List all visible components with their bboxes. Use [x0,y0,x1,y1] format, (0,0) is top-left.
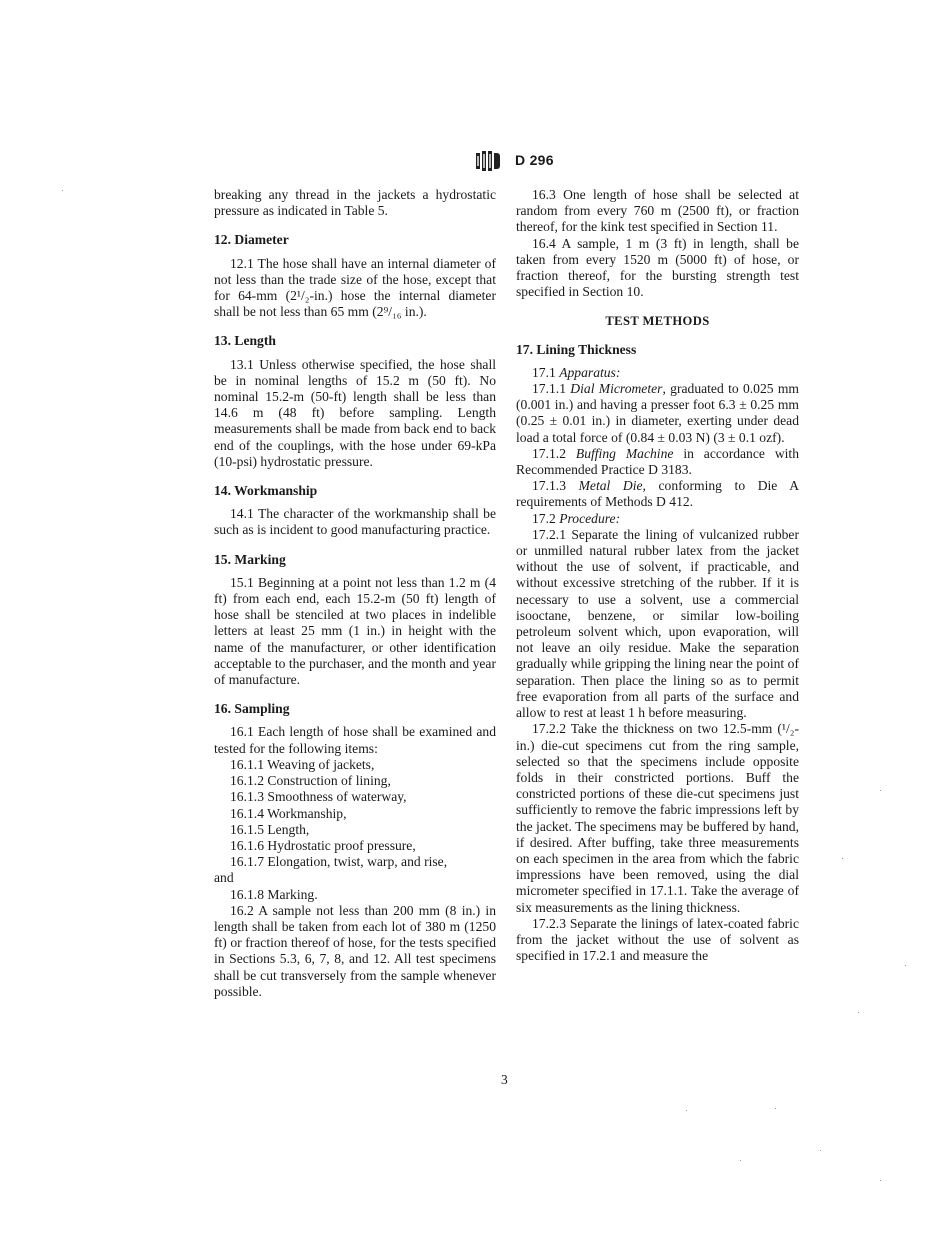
list-item: 16.1.2 Construction of lining, [230,773,391,789]
italic-term: Buffing Machine [575,445,674,461]
section-12-heading: 12. Diameter [214,232,289,248]
paragraph-17-1-2 [516,446,799,478]
italic-term: Metal Die [578,478,643,494]
document-number: D 296 [515,152,554,168]
paragraph-text: in accordance with Recommended Practice D 3183. [516,445,799,478]
paragraph-16-1: 16.1 Each length of hose shall be examined and tested for the following items: [214,724,496,756]
scan-speck [62,190,63,191]
paragraph-17-1 [516,365,799,381]
paragraph-14-1: 14.1 The character of the workmanship shall be such as is incident to good manufacturing practice. [214,506,496,538]
scan-speck [880,1180,881,1181]
scan-speck [842,858,843,859]
paragraph-number: 17.2 [532,510,556,526]
italic-term: Dial Micrometer [570,381,663,397]
section-13-heading: 13. Length [214,333,276,349]
paragraph-16-3: 16.3 One length of hose shall be selected at random from every 760 m (2500 ft), or fraction thereof, for the kink test specified in Section 11. [516,187,799,235]
list-item: 16.1.5 Length, [230,821,310,837]
test-methods-heading: TEST METHODS [605,314,710,329]
paragraph-17-2-2: 17.2.2 Take the thickness on two 12.5-mm (¹/₂-in.) die-cut specimens cut from the ring sample, selected so that the specimens include opposite folds in their constricted portions. Buff the constricted portions of these die-cut specimens just sufficiently to remove the fabric impressions left by the jacket. The specimens may be buffered by hand, if desired. After buffing, take three measurements on each specimen in the area from which the fabric impressions have been removed, using the dial micrometer specified in 17.1.1. Take the average of six measurements as the lining thickness. [516,721,799,915]
page-number: 3 [501,1072,508,1087]
italic-term: Procedure: [559,510,621,526]
list-item: 16.1.7 Elongation, twist, warp, and rise, [230,854,448,870]
scan-speck [905,965,906,966]
paragraph-text: , graduated to 0.025 mm (0.001 in.) and having a presser foot 6.3 ± 0.25 mm (0.25 ± 0.01 in.) in diameter, exerting under dead load a total force of (0.84 ± 0.03 N) (3 ± 0.1 ozf). [516,381,799,445]
right-column [516,187,799,964]
paragraph-number: 17.1.3 [532,478,566,494]
section-15-heading: 15. Marking [214,551,286,567]
left-column [214,187,496,1000]
paragraph-13-1: 13.1 Unless otherwise specified, the hose shall be in nominal lengths of 15.2 m (50 ft). No nominal 15.2-m (50-ft) length shall be less than 14.6 m (48 ft) before sampling. Length measurements shall be made from back end to back end of the couplings, with the hose under 69-kPa (10-psi) hydrostatic pressure. [214,356,496,469]
paragraph-17-1-3 [516,478,799,510]
paragraph-16-4: 16.4 A sample, 1 m (3 ft) in length, shall be taken from every 1520 m (5000 ft) of hose, or fraction thereof, for the bursting strength test specified in Section 10. [516,235,799,300]
paragraph-17-2 [516,511,799,527]
list-item-continuation: and [214,870,234,886]
italic-term: Apparatus: [559,364,621,380]
paragraph-17-1-1 [516,381,799,446]
scan-speck [775,1108,776,1109]
section-14-heading: 14. Workmanship [214,483,318,499]
paragraph-number: 17.1.2 [532,445,566,461]
list-item: 16.1.8 Marking. [230,886,318,902]
scan-speck [858,1012,859,1013]
section-17-heading: 17. Lining Thickness [516,341,637,357]
paragraph-number: 17.1 [532,364,556,380]
paragraph-17-2-3: 17.2.3 Separate the linings of latex-coated fabric from the jacket without the use of solvent as specified in 17.2.1 and measure the [516,915,799,964]
paragraph-17-2-1: 17.2.1 Separate the lining of vulcanized rubber or unmilled natural rubber latex from the jacket without the use of solvent, if practicable, and without excessive stretching of the rubber. If it is necessary to use a solvent, use a commercial isooctane, benzene, or similar low-boiling petroleum solvent which, upon evaporation, will not leave an oily residue. Make the separation gradually while gripping the lining near the point of separation. Then place the lining so as to permit free evaporation from all parts of the surface and allow to rest at least 1 h before measuring. [516,526,799,721]
paragraph-15-1: 15.1 Beginning at a point not less than 1.2 m (4 ft) from each end, each 15.2-m (50 ft) length of hose shall be stenciled at two places in indelible letters at least 25 mm (1 in.) in height with the name of the manufacturer, or other identification acceptable to the purchaser, and the month and year of manufacture. [214,574,496,688]
continued-paragraph: breaking any thread in the jackets a hydrostatic pressure as indicated in Table 5. [214,187,496,219]
list-item: 16.1.1 Weaving of jackets, [230,756,375,772]
scan-speck [880,790,881,791]
paragraph-12-1: 12.1 The hose shall have an internal diameter of not less than the trade size of the hose, except that for 64-mm (2¹/₂-in.) hose the internal diameter shall be not less than 65 mm (2⁹/₁₆ in.). [214,255,496,320]
scan-speck [686,1110,687,1111]
list-item: 16.1.4 Workmanship, [230,805,347,821]
page-header [0,150,950,174]
astm-logo-icon [475,150,501,172]
section-16-heading: 16. Sampling [214,701,290,717]
paragraph-number: 17.1.1 [532,381,566,397]
list-item: 16.1.3 Smoothness of waterway, [230,789,407,805]
list-item: 16.1.6 Hydrostatic proof pressure, [230,837,416,853]
paragraph-16-2: 16.2 A sample not less than 200 mm (8 in.) in length shall be taken from each lot of 380 m (1250 ft) or fraction thereof of hose, for the tests specified in Sections 5.3, 6, 7, 8, and 12. All test specimens shall be cut transversely from the sample whenever possible. [214,902,496,999]
scan-speck [820,1150,821,1151]
paragraph-text: , conforming to Die A requirements of Methods D 412. [516,478,800,510]
scan-speck [740,1160,741,1161]
